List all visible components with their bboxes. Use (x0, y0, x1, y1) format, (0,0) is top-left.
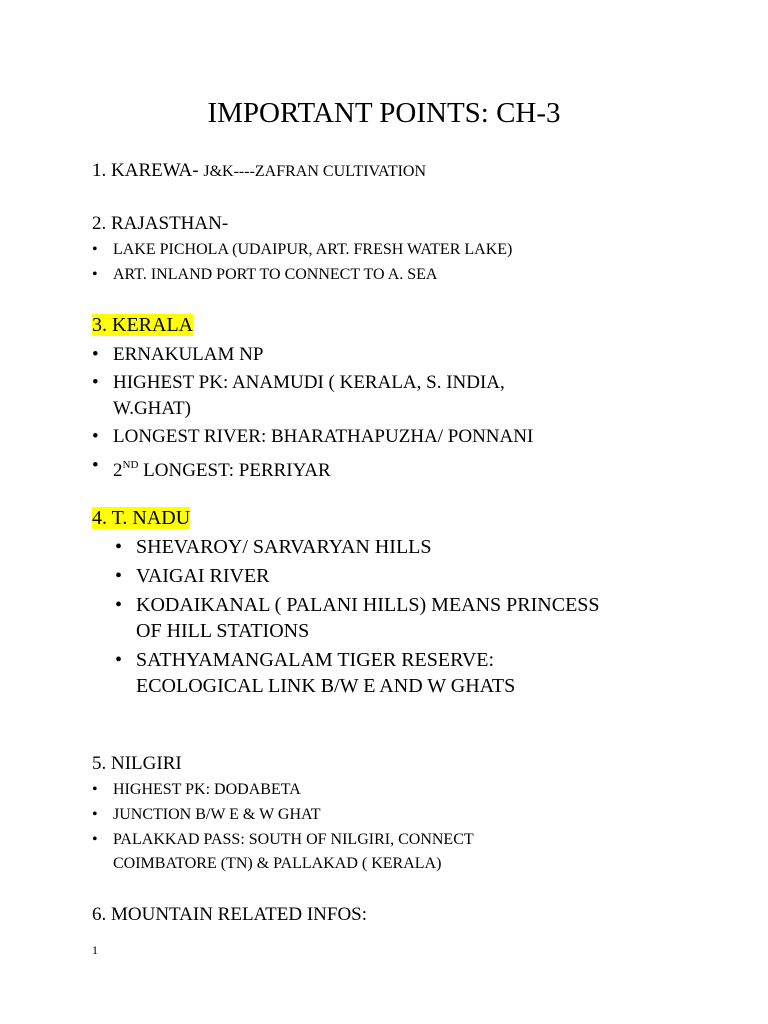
list-item-continuation: COIMBATORE (TN) & PALLAKAD ( KERALA) (113, 855, 442, 872)
list-item (92, 828, 474, 852)
ordinal-suffix: ND (122, 459, 139, 471)
bullet-icon: • (92, 831, 98, 848)
section-4-heading (92, 505, 190, 531)
bullet-icon: • (115, 594, 123, 616)
list-item-text: HIGHEST PK: ANAMUDI ( KERALA, S. INDIA, (113, 372, 505, 393)
list-item (115, 647, 495, 674)
list-item-continuation: ECOLOGICAL LINK B/W E AND W GHATS (136, 675, 516, 697)
list-item (92, 369, 505, 396)
list-item (92, 803, 321, 827)
highlighted-heading: 4. T. NADU (92, 507, 191, 529)
list-item (115, 534, 432, 561)
page-title: IMPORTANT POINTS: CH-3 (207, 97, 561, 129)
section-6-heading: 6. MOUNTAIN RELATED INFOS: (92, 904, 368, 925)
list-item-text: ERNAKULAM NP (113, 344, 264, 365)
list-item-text: PALAKKAD PASS: SOUTH OF NILGIRI, CONNECT (113, 831, 474, 848)
list-item (92, 341, 264, 368)
section-1-text: J&K----ZAFRAN CULTIVATION (203, 163, 427, 180)
page-number: 1 (92, 943, 98, 957)
list-item (92, 423, 534, 450)
list-item-text: SATHYAMANGALAM TIGER RESERVE: (136, 649, 495, 671)
list-item-rest: LONGEST: PERRIYAR (138, 460, 331, 481)
section-2-heading: 2. RAJASTHAN- (92, 213, 229, 234)
section-5-heading: 5. NILGIRI (92, 753, 182, 774)
bullet-icon: • (92, 344, 99, 365)
bullet-icon: • (92, 426, 99, 447)
bullet-icon: • (92, 372, 99, 393)
list-item-text: HIGHEST PK: DODABETA (113, 781, 301, 798)
list-item-text: KODAIKANAL ( PALANI HILLS) MEANS PRINCESS (136, 594, 600, 616)
list-item-text: JUNCTION B/W E & W GHAT (113, 806, 321, 823)
list-item-text: ART. INLAND PORT TO CONNECT TO A. SEA (113, 266, 438, 283)
bullet-icon: • (115, 649, 123, 671)
section-1-heading (92, 158, 426, 185)
list-item-continuation: OF HILL STATIONS (136, 620, 310, 642)
ordinal-number: 2 (113, 460, 123, 481)
list-item-text: VAIGAI RIVER (136, 565, 270, 587)
list-item (92, 778, 301, 802)
list-item-text: SHEVAROY/ SARVARYAN HILLS (136, 536, 432, 558)
list-item-text: LONGEST RIVER: BHARATHAPUZHA/ PONNANI (113, 426, 534, 447)
list-item (92, 238, 513, 262)
highlighted-heading: 3. KERALA (92, 314, 194, 336)
bullet-icon: • (92, 266, 98, 283)
list-item (92, 263, 438, 287)
list-item-continuation: W.GHAT) (113, 398, 191, 419)
bullet-icon: • (92, 455, 99, 476)
section-1-label: 1. KAREWA- (92, 160, 204, 181)
section-3-heading (92, 312, 193, 338)
bullet-icon: • (115, 536, 123, 558)
bullet-icon: • (92, 781, 98, 798)
list-item-text (113, 460, 331, 481)
list-item-text: LAKE PICHOLA (UDAIPUR, ART. FRESH WATER LAKE) (113, 241, 513, 258)
bullet-icon: • (92, 806, 98, 823)
list-item (92, 452, 331, 484)
list-item (115, 563, 270, 590)
list-item (115, 592, 600, 619)
bullet-icon: • (92, 241, 98, 258)
bullet-icon: • (115, 565, 123, 587)
